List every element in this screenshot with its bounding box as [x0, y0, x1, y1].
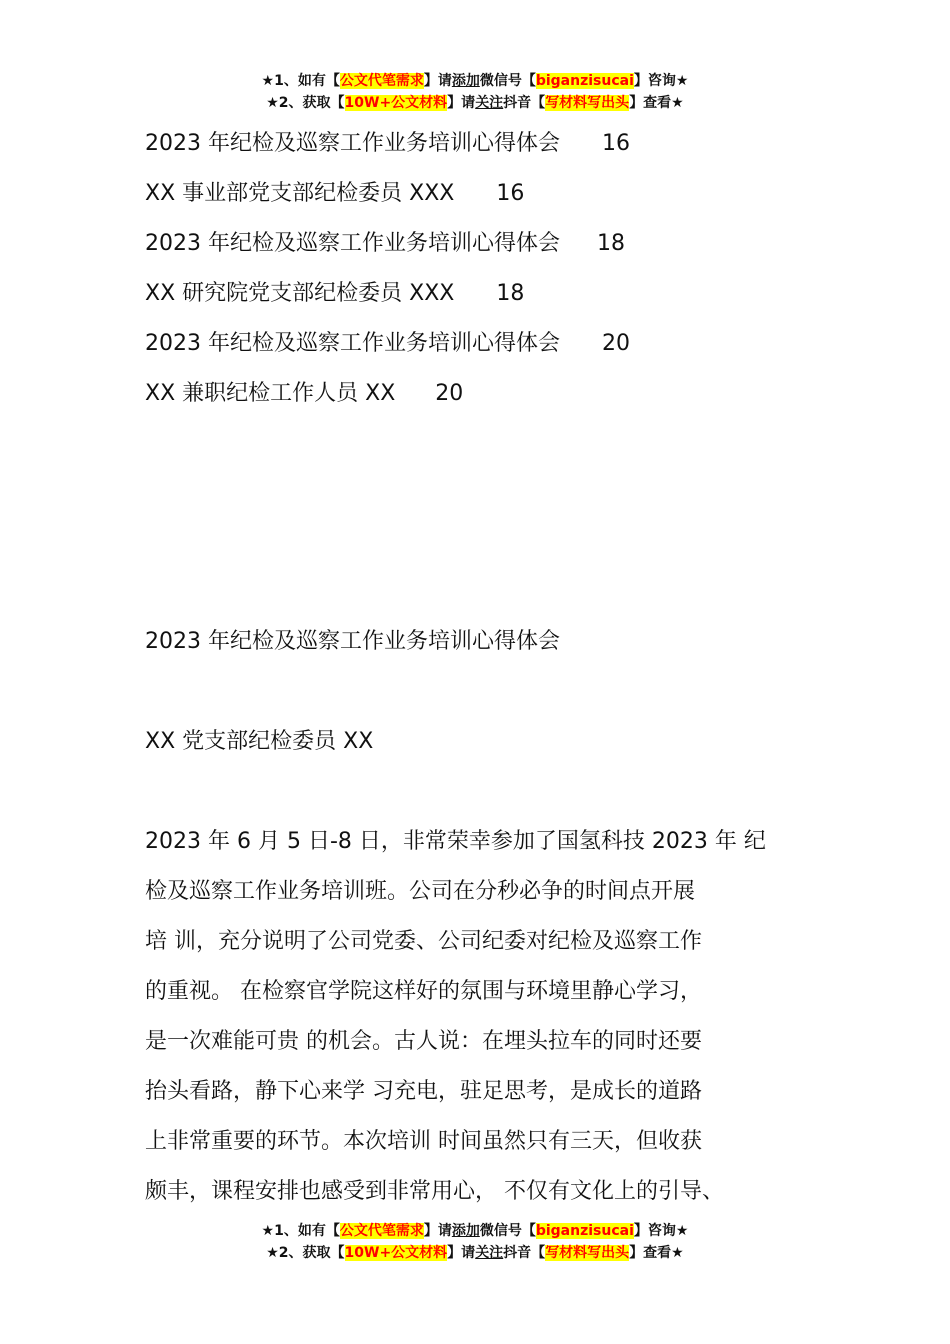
underlined-follow: 关注 [475, 1245, 504, 1261]
toc-entry-text: XX 研究院党支部纪检委员 XXX [145, 281, 455, 306]
toc-page-number: 18 [596, 231, 625, 256]
banner-text: 】请 [423, 73, 452, 89]
banner-text: 】查看★ [629, 95, 684, 111]
toc-page-number: 20 [435, 381, 464, 406]
body-line: 颇丰，课程安排也感受到非常用心， 不仅有文化上的引导、 [145, 1179, 724, 1204]
underlined-follow: 关注 [475, 95, 504, 111]
highlight-materials: 10W+公文材料 [344, 95, 448, 111]
document-title: 2023 年纪检及巡察工作业务培训心得体会 [145, 629, 560, 654]
toc-entry[interactable] [145, 174, 825, 224]
header-banner-line-1 [0, 70, 950, 92]
highlight-wechat-id: biganzisucai [535, 1223, 634, 1239]
underlined-add: 添加 [451, 1223, 480, 1239]
body-line: 培 训，充分说明了公司党委、公司纪委对纪检及巡察工作 [145, 929, 702, 954]
highlight-ghostwriting: 公文代笔需求 [339, 1223, 424, 1239]
footer-banner-line-1 [0, 1220, 950, 1242]
body-line: 检及巡察工作业务培训班。公司在分秒必争的时间点开展 [145, 879, 696, 904]
toc-entry-text: 2023 年纪检及巡察工作业务培训心得体会 [145, 331, 560, 356]
body-line: 2023 年 6 月 5 日-8 日，非常荣幸参加了国氢科技 2023 年 纪 [145, 829, 766, 854]
banner-text: 】查看★ [629, 1245, 684, 1261]
highlight-wechat-id: biganzisucai [535, 73, 634, 89]
banner-text: ★2、获取【 [266, 1245, 345, 1261]
body-line: 上非常重要的环节。本次培训 时间虽然只有三天，但收获 [145, 1129, 702, 1154]
toc-entry-text: 2023 年纪检及巡察工作业务培训心得体会 [145, 231, 560, 256]
toc-entry-text: XX 事业部党支部纪检委员 XXX [145, 181, 455, 206]
toc-page-number: 16 [496, 181, 525, 206]
toc-page-number: 18 [496, 281, 525, 306]
underlined-add: 添加 [451, 73, 480, 89]
banner-text: 】请 [423, 1223, 452, 1239]
table-of-contents [145, 124, 825, 424]
header-banner-line-2 [0, 92, 950, 114]
header-banner [0, 70, 950, 114]
banner-text: 】请 [447, 95, 476, 111]
document-body [145, 822, 766, 1222]
banner-text: 】请 [447, 1245, 476, 1261]
footer-banner [0, 1220, 950, 1264]
toc-entry[interactable] [145, 224, 825, 274]
banner-text: ★1、如有【 [261, 1223, 340, 1239]
body-line: 是一次难能可贵 的机会。古人说：在埋头拉车的同时还要 [145, 1029, 702, 1054]
highlight-douyin-account: 写材料写出头 [545, 1245, 630, 1261]
banner-text: 抖音【 [503, 1245, 546, 1261]
banner-text: 抖音【 [503, 95, 546, 111]
banner-text: ★1、如有【 [261, 73, 340, 89]
toc-entry-text: XX 兼职纪检工作人员 XX [145, 381, 396, 406]
toc-entry[interactable] [145, 374, 825, 424]
banner-text: 】咨询★ [633, 1223, 689, 1239]
toc-page-number: 20 [601, 331, 630, 356]
toc-entry[interactable] [145, 324, 825, 374]
highlight-ghostwriting: 公文代笔需求 [339, 73, 424, 89]
toc-entry-text: 2023 年纪检及巡察工作业务培训心得体会 [145, 131, 560, 156]
document-author: XX 党支部纪检委员 XX [145, 729, 374, 754]
body-line: 的重视。 在检察官学院这样好的氛围与环境里静心学习， [145, 979, 702, 1004]
toc-entry[interactable] [145, 274, 825, 324]
highlight-materials: 10W+公文材料 [344, 1245, 448, 1261]
banner-text: ★2、获取【 [266, 95, 345, 111]
footer-banner-line-2 [0, 1242, 950, 1264]
body-line: 抬头看路，静下心来学 习充电，驻足思考，是成长的道路 [145, 1079, 702, 1104]
banner-text: 】咨询★ [633, 73, 689, 89]
toc-page-number: 16 [601, 131, 630, 156]
banner-text: 微信号【 [479, 73, 536, 89]
banner-text: 微信号【 [479, 1223, 536, 1239]
toc-entry[interactable] [145, 124, 825, 174]
highlight-douyin-account: 写材料写出头 [545, 95, 630, 111]
